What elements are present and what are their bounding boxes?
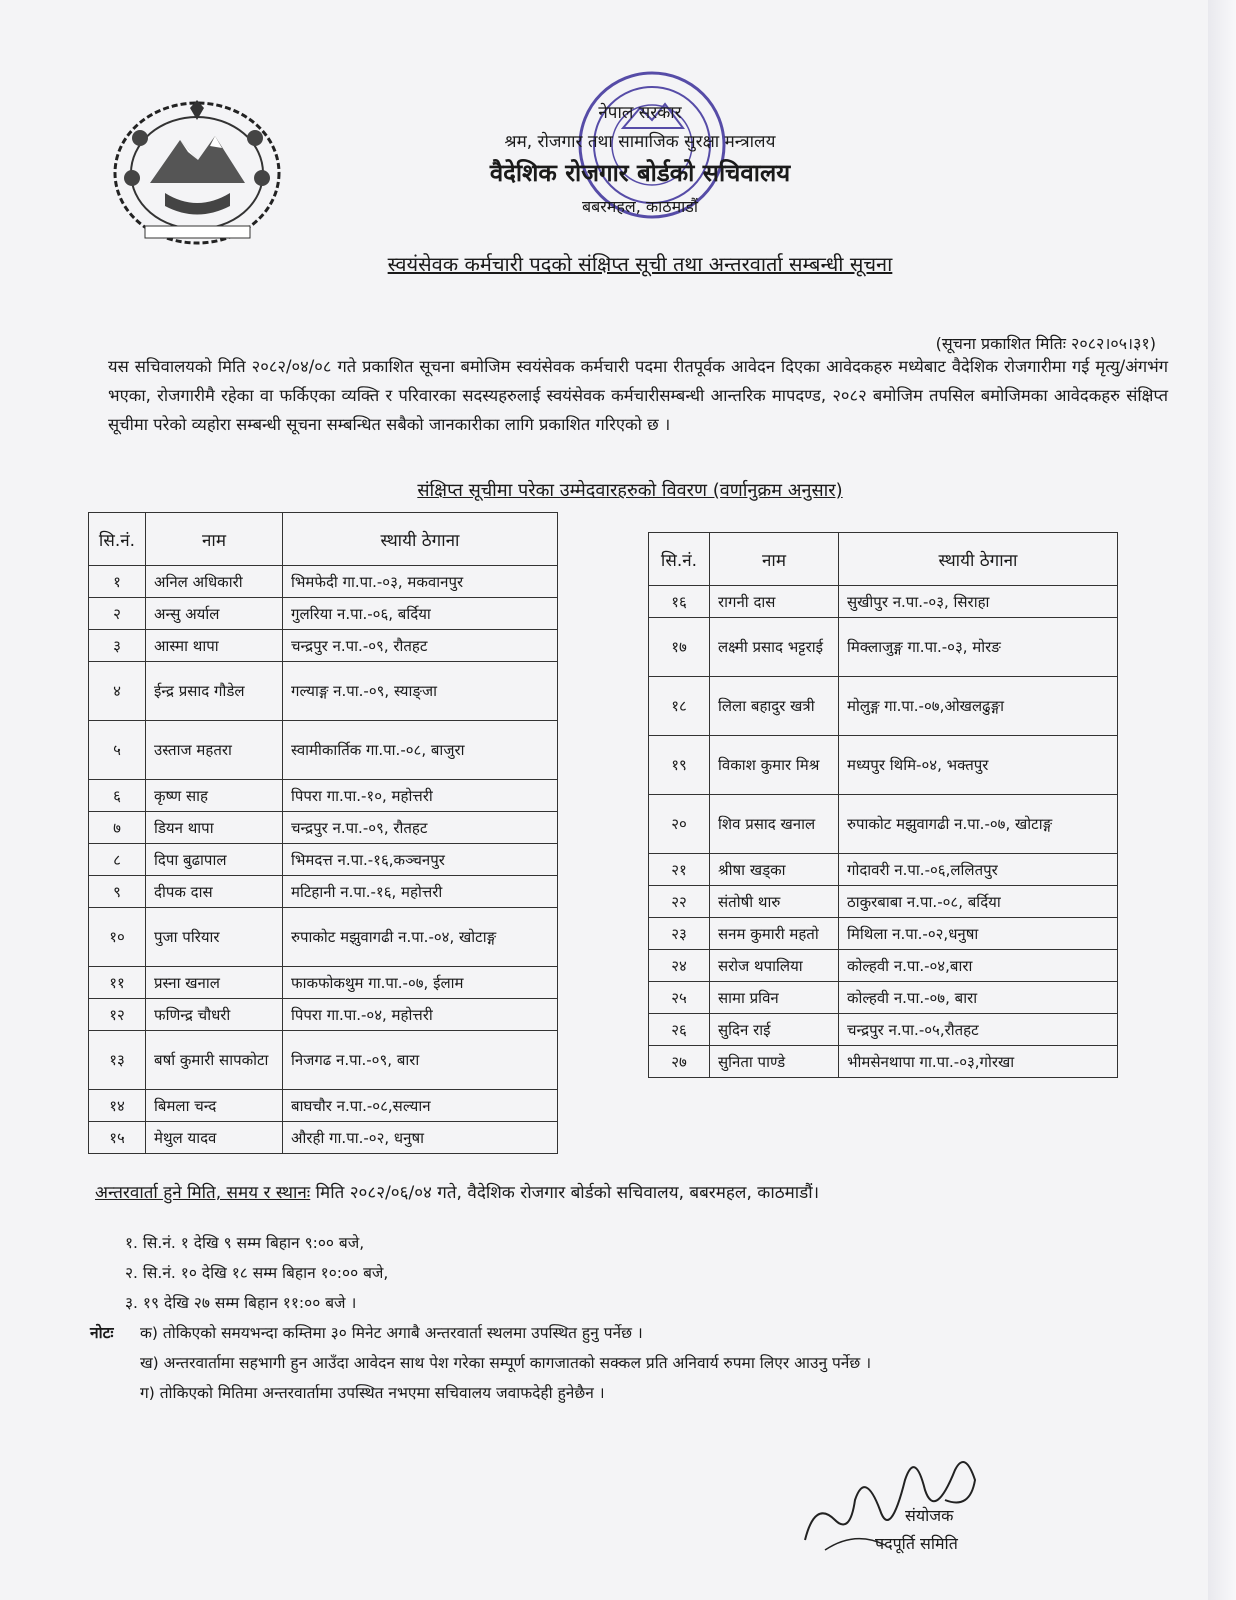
row-address: मिक्लाजुङ्ग गा.पा.-०३, मोरङ [839, 618, 1118, 677]
row-name: दीपक दास [146, 876, 283, 908]
row-sn: १८ [649, 677, 710, 736]
row-address: औरही गा.पा.-०२, धनुषा [283, 1122, 558, 1154]
slot-item: २. सि.नं. १० देखि १८ सम्म बिहान १०:०० बजे, [125, 1264, 389, 1282]
row-address: मटिहानी न.पा.-१६, महोत्तरी [283, 876, 558, 908]
row-name: मेथुल यादव [146, 1122, 283, 1154]
row-address: गल्याङ्ग न.पा.-०९, स्याङ्जा [283, 662, 558, 721]
row-name: सरोज थपालिया [710, 950, 839, 982]
table-row [89, 598, 558, 630]
row-name: अन्सु अर्याल [146, 598, 283, 630]
table-row [649, 677, 1118, 736]
interview-label: अन्तरवार्ता हुने मिति, समय र स्थानः [95, 1183, 311, 1203]
note-item: क) तोकिएको समयभन्दा कम्तिमा ३० मिनेट अगाबै अन्तरवार्ता स्थलमा उपस्थित हुनु पर्नेछ । [140, 1324, 643, 1342]
row-address: मध्यपुर थिमि-०४, भक्तपुर [839, 736, 1118, 795]
row-sn: २१ [649, 854, 710, 886]
row-sn: २३ [649, 918, 710, 950]
office-name: वैदेशिक रोजगार बोर्डको सचिवालय [489, 159, 791, 187]
col-name: नाम [710, 533, 839, 586]
table-row [89, 999, 558, 1031]
row-sn: ३ [89, 630, 146, 662]
row-name: दिपा बुढापाल [146, 844, 283, 876]
row-sn: १ [89, 566, 146, 598]
table-row [89, 721, 558, 780]
candidate-table-left [88, 512, 558, 1154]
published-date: (सूचना प्रकाशित मितिः २०८२।०५।३१) [935, 334, 1156, 353]
row-name: आस्मा थापा [146, 630, 283, 662]
col-address: स्थायी ठेगाना [283, 513, 558, 566]
table-row [89, 1090, 558, 1122]
row-name: ईन्द्र प्रसाद गौडेल [146, 662, 283, 721]
table-row [649, 950, 1118, 982]
row-address: भिमदत्त न.पा.-१६,कञ्चनपुर [283, 844, 558, 876]
signatory-committee: पदपूर्ति समिति [875, 1534, 958, 1553]
interview-slots [125, 1228, 388, 1318]
row-sn: १७ [649, 618, 710, 677]
slot-item: ३. १९ देखि २७ सम्म बिहान ११:०० बजे । [125, 1294, 357, 1312]
intro-text: यस सचिवालयको मिति २०८२/०४/०८ गते प्रकाशित सूचना बमोजिम स्वयंसेवक कर्मचारी पदमा रीतपूर्वक आवेदन दिएका आवेदकहरु मध्येबाट वैदेशिक रोजगारीमा गई मृत्यु/अंगभंग भएका, रोजगारीमै रहेका वा फर्किएका व्यक्ति र परिवारका सदस्यहरुलाई स्वयंसेवक कर्मचारीसम्बन्धी आन्तरिक मापदण्ड, २०८२ बमोजिम तपसिल बमोजिमका आवेदकहरु संक्षिप्त सूचीमा परेको व्यहोरा सम्बन्धी सूचना सम्बन्धित सबैको जानकारीका लागि प्रकाशित गरिएको छ । [108, 357, 1168, 434]
col-name: नाम [146, 513, 283, 566]
table-row [649, 886, 1118, 918]
row-address: रुपाकोट मझुवागढी न.पा.-०७, खोटाङ्ग [839, 795, 1118, 854]
row-sn: १९ [649, 736, 710, 795]
row-sn: २६ [649, 1014, 710, 1046]
col-sn: सि.नं. [649, 533, 710, 586]
row-sn: १३ [89, 1031, 146, 1090]
row-sn: २२ [649, 886, 710, 918]
table-row [89, 780, 558, 812]
row-name: अनिल अधिकारी [146, 566, 283, 598]
signatory-role: संयोजक [905, 1506, 954, 1525]
row-name: सनम कुमारी महतो [710, 918, 839, 950]
row-address: कोल्हवी न.पा.-०४,बारा [839, 950, 1118, 982]
row-sn: २७ [649, 1046, 710, 1078]
row-name: फणिन्द्र चौधरी [146, 999, 283, 1031]
interview-info [95, 1180, 1175, 1203]
table-row [649, 586, 1118, 618]
letterhead [380, 100, 900, 217]
row-address: गोदावरी न.पा.-०६,ललितपुर [839, 854, 1118, 886]
table-row [89, 566, 558, 598]
table-row [89, 844, 558, 876]
row-address: फाकफोकथुम गा.पा.-०७, ईलाम [283, 967, 558, 999]
row-address: रुपाकोट मझुवागढी न.पा.-०४, खोटाङ्ग [283, 908, 558, 967]
row-name: संतोषी थारु [710, 886, 839, 918]
row-address: पिपरा गा.पा.-१०, महोत्तरी [283, 780, 558, 812]
row-address: पिपरा गा.पा.-०४, महोत्तरी [283, 999, 558, 1031]
row-address: चन्द्रपुर न.पा.-०५,रौतहट [839, 1014, 1118, 1046]
table-row [649, 618, 1118, 677]
row-address: स्वामीकार्तिक गा.पा.-०८, बाजुरा [283, 721, 558, 780]
table-row [89, 1031, 558, 1090]
col-sn: सि.नं. [89, 513, 146, 566]
row-name: रागनी दास [710, 586, 839, 618]
row-address: बाघचौर न.पा.-०८,सल्यान [283, 1090, 558, 1122]
row-name: सुनिता पाण्डे [710, 1046, 839, 1078]
row-name: विकाश कुमार मिश्र [710, 736, 839, 795]
table-row [649, 918, 1118, 950]
row-sn: १० [89, 908, 146, 967]
row-name: श्रीषा खड्का [710, 854, 839, 886]
intro-paragraph [108, 352, 1168, 439]
row-sn: ८ [89, 844, 146, 876]
notes-label: नोटः [90, 1324, 114, 1342]
row-name: बिमला चन्द [146, 1090, 283, 1122]
row-sn: २४ [649, 950, 710, 982]
note-item: ग) तोकिएको मितिमा अन्तरवार्तामा उपस्थित नभएमा सचिवालय जवाफदेही हुनेछैन । [140, 1384, 605, 1402]
row-name: लिला बहादुर खत्री [710, 677, 839, 736]
table-row [649, 1046, 1118, 1078]
nepal-emblem-icon [110, 98, 285, 248]
ministry-name: श्रम, रोजगार तथा सामाजिक सुरक्षा मन्त्रालय [504, 132, 776, 152]
row-name: बर्षा कुमारी सापकोटा [146, 1031, 283, 1090]
page-edge [1208, 0, 1236, 1600]
table-row [649, 854, 1118, 886]
row-address: भिमफेदी गा.पा.-०३, मकवानपुर [283, 566, 558, 598]
row-sn: ६ [89, 780, 146, 812]
table-row [649, 982, 1118, 1014]
list-subtitle: संक्षिप्त सूचीमा परेका उम्मेदवारहरुको विवरण (वर्णानुक्रम अनुसार) [417, 480, 843, 501]
row-sn: ७ [89, 812, 146, 844]
candidate-table-right [648, 532, 1118, 1078]
row-sn: २५ [649, 982, 710, 1014]
slot-item: १. सि.नं. १ देखि ९ सम्म बिहान ९:०० बजे, [125, 1234, 365, 1252]
row-address: सुखीपुर न.पा.-०३, सिराहा [839, 586, 1118, 618]
office-address: बबरमहल, काठमाडौं [581, 197, 699, 216]
notes [90, 1318, 871, 1408]
row-name: डियन थापा [146, 812, 283, 844]
row-sn: ५ [89, 721, 146, 780]
table-row [649, 736, 1118, 795]
table-row [89, 630, 558, 662]
table-row [89, 908, 558, 967]
row-address: चन्द्रपुर न.पा.-०९, रौतहट [283, 630, 558, 662]
row-address: ठाकुरबाबा न.पा.-०८, बर्दिया [839, 886, 1118, 918]
row-sn: १५ [89, 1122, 146, 1154]
row-name: पुजा परियार [146, 908, 283, 967]
row-address: निजगढ न.पा.-०९, बारा [283, 1031, 558, 1090]
row-sn: १६ [649, 586, 710, 618]
row-sn: १२ [89, 999, 146, 1031]
table-row [89, 876, 558, 908]
table-row [649, 1014, 1118, 1046]
row-address: गुलरिया न.पा.-०६, बर्दिया [283, 598, 558, 630]
row-sn: २० [649, 795, 710, 854]
row-address: चन्द्रपुर न.पा.-०९, रौतहट [283, 812, 558, 844]
col-address: स्थायी ठेगाना [839, 533, 1118, 586]
signatory [875, 1502, 958, 1558]
row-name: शिव प्रसाद खनाल [710, 795, 839, 854]
table-row [649, 795, 1118, 854]
row-address: मोलुङ्ग गा.पा.-०७,ओखलढुङ्गा [839, 677, 1118, 736]
row-sn: ४ [89, 662, 146, 721]
notice-title: स्वयंसेवक कर्मचारी पदको संक्षिप्त सूची तथा अन्तरवार्ता सम्बन्धी सूचना [387, 252, 893, 276]
row-sn: १४ [89, 1090, 146, 1122]
row-name: लक्ष्मी प्रसाद भट्टराई [710, 618, 839, 677]
row-sn: ९ [89, 876, 146, 908]
gov-name: नेपाल सरकार [598, 103, 682, 123]
table-row [89, 812, 558, 844]
note-item: ख) अन्तरवार्तामा सहभागी हुन आउँदा आवेदन साथ पेश गरेका सम्पूर्ण कागजातको सक्कल प्रति अनिवार्य रुपमा लिएर आउनु पर्नेछ । [140, 1354, 872, 1372]
row-address: भीमसेनथापा गा.पा.-०३,गोरखा [839, 1046, 1118, 1078]
interview-detail: मिति २०८२/०६/०४ गते, वैदेशिक रोजगार बोर्डको सचिवालय, बबरमहल, काठमाडौं। [310, 1183, 820, 1203]
table-row [89, 1122, 558, 1154]
row-name: सुदिन राई [710, 1014, 839, 1046]
table-row [89, 967, 558, 999]
row-name: कृष्ण साह [146, 780, 283, 812]
row-sn: ११ [89, 967, 146, 999]
row-name: सामा प्रविन [710, 982, 839, 1014]
row-name: प्रस्ना खनाल [146, 967, 283, 999]
row-sn: २ [89, 598, 146, 630]
row-address: कोल्हवी न.पा.-०७, बारा [839, 982, 1118, 1014]
row-name: उस्ताज महतरा [146, 721, 283, 780]
table-row [89, 662, 558, 721]
row-address: मिथिला न.पा.-०२,धनुषा [839, 918, 1118, 950]
